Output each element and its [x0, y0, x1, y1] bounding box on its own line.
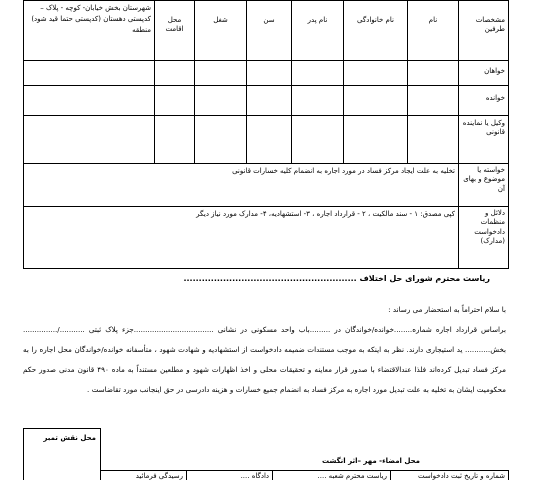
stamp-label: محل نقش تمبر [43, 434, 96, 442]
cell-plaintiff-father-name[interactable] [292, 61, 344, 86]
header-parties: مشخصات طرفین [459, 1, 509, 61]
label-attorney: وکیل یا نماینده قانونی [459, 116, 509, 164]
evidence-text[interactable]: کپی مصدق: ۱ - سند مالکیت ، ۲ - قرارداد اجاره ، ۳- استشهادیه، ۴- مدارک مورد نیاز دیگر [24, 207, 459, 269]
label-plaintiff: خواهان [459, 61, 509, 86]
cell-defendant-address[interactable] [24, 86, 155, 116]
letter-greeting: با سلام احتراماً به استحضار می رساند : [388, 305, 506, 314]
row-plaintiff [24, 61, 509, 86]
row-attorney [24, 116, 509, 164]
header-occupation: شغل [195, 1, 247, 61]
referral-cell: رسیدگی فرمائید [101, 471, 187, 480]
letter-heading: ریاست محترم شورای حل اختلاف ......................................................... [183, 274, 490, 283]
letter-body: براساس قرارداد اجاره شماره........خوانده/خواندگان در .........باب واحد مسکونی در نشانی ...................................جزء پلاک ثبتی .........../............... بخش........... ید استیجاری دارند. نظر به اینکه به موجب مستندات ضمیمه دادخواست از استشهادیه و شهادت شهود ، متأسفانه خوانده/خواندگان محل اجاره را به مرکز فساد تبدیل کرده‌اند فلذا عندالاقتضاء با صدور قرار معاینه و تحقیقات محلی و اخذ اظهارات شهود و مطلعین مستنداً به ماده ۴۹۰ قانون مدنی صدور حکم محکومیت ایشان به تخلیه به علت تبدیل مورد اجاره به مرکز فساد به انضمام جمیع خسارات و هزینه دادرسی در حق اینجانب مورد تقاضاست . [23, 325, 506, 394]
cell-attorney-address[interactable] [24, 116, 155, 164]
cell-attorney-first-name[interactable] [408, 116, 459, 164]
row-claim [24, 164, 509, 207]
header-row [24, 1, 509, 61]
cell-defendant-occupation[interactable] [195, 86, 247, 116]
cell-attorney-father-name[interactable] [292, 116, 344, 164]
cell-defendant-father-name[interactable] [292, 86, 344, 116]
header-address: شهرستان بخش خیابان- کوچه - پلاک – کدپستی دهستان (کدپستی حتما قید شود) منطقه [24, 1, 155, 61]
branch-head-cell: ریاست محترم شعبه .... [273, 471, 391, 480]
cell-defendant-age[interactable] [247, 86, 292, 116]
header-residence: محل اقامت [155, 1, 195, 61]
header-last-name: نام خانوادگی [344, 1, 408, 61]
header-first-name: نام [408, 1, 459, 61]
header-father-name: نام پدر [292, 1, 344, 61]
cell-plaintiff-occupation[interactable] [195, 61, 247, 86]
cell-attorney-age[interactable] [247, 116, 292, 164]
row-defendant [24, 86, 509, 116]
letter-body-section [23, 300, 506, 400]
cell-defendant-first-name[interactable] [408, 86, 459, 116]
cell-plaintiff-residence[interactable] [155, 61, 195, 86]
row-evidence [24, 207, 509, 269]
reg-number-cell: شماره و تاریخ ثبت دادخواست [391, 471, 509, 480]
cell-attorney-residence[interactable] [155, 116, 195, 164]
cell-plaintiff-first-name[interactable] [408, 61, 459, 86]
court-cell: دادگاه .... [187, 471, 273, 480]
cell-plaintiff-age[interactable] [247, 61, 292, 86]
signature-label: محل امضاء- مهر –اثر انگشت [322, 457, 420, 465]
cell-defendant-last-name[interactable] [344, 86, 408, 116]
cell-defendant-residence[interactable] [155, 86, 195, 116]
cell-plaintiff-last-name[interactable] [344, 61, 408, 86]
header-age: سن [247, 1, 292, 61]
registration-table [100, 470, 509, 480]
label-defendant: خوانده [459, 86, 509, 116]
label-claim: خواسته یا موضوع و بهای آن [459, 164, 509, 207]
claim-text[interactable]: تخلیه به علت ایجاد مرکز فساد در مورد اجاره به انضمام کلیه خسارات قانونی [24, 164, 459, 207]
parties-table [23, 0, 509, 269]
stamp-box [23, 428, 101, 480]
cell-plaintiff-address[interactable] [24, 61, 155, 86]
cell-attorney-occupation[interactable] [195, 116, 247, 164]
label-evidence: دلائل و منظمات دادخواست (مدارک) [459, 207, 509, 269]
cell-attorney-last-name[interactable] [344, 116, 408, 164]
